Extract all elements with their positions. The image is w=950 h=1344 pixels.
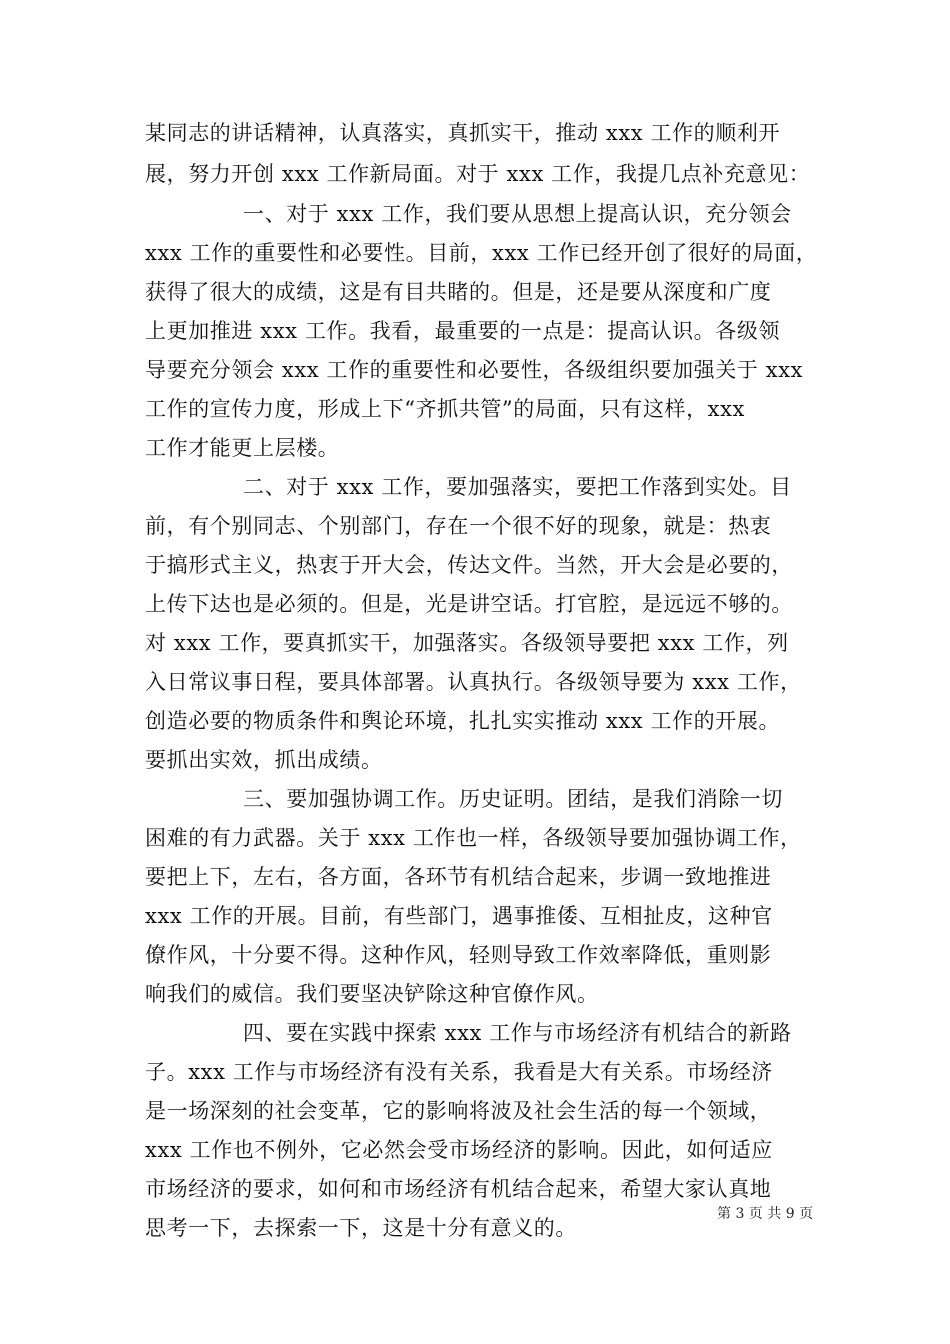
text-line: 困难的有力武器。关于 xxx 工作也一样，各级领导要加强协调工作， (145, 826, 802, 850)
text-line: 上更加推进 xxx 工作。我看，最重要的一点是：提高认识。各级领 (145, 319, 781, 343)
text-line: 要把上下，左右，各方面，各环节有机结合起来，步调一致地推进 (145, 865, 772, 889)
page-number-footer: 第 3 页 共 9 页 (717, 1206, 814, 1222)
text-line: xxx 工作的开展。目前，有些部门，遇事推倭、互相扯皮，这种官 (145, 904, 773, 928)
text-line: 于搞形式主义，热衷于开大会，传达文件。当然，开大会是必要的， (145, 553, 793, 577)
paragraph-1-first-line: 一、对于 xxx 工作，我们要从思想上提高认识，充分领会 (243, 202, 792, 226)
text-line: 僚作风，十分要不得。这种作风，轻则导致工作效率降低，重则影 (145, 943, 772, 967)
text-line: 展，努力开创 xxx 工作新局面。对于 xxx 工作，我提几点补充意见： (145, 162, 811, 186)
text-line: 前，有个别同志、个别部门，存在一个很不好的现象，就是：热衷 (145, 514, 772, 538)
text-line: 响我们的威信。我们要坚决铲除这种官僚作风。 (145, 982, 599, 1006)
text-line: 思考一下，去探索一下，这是十分有意义的。 (145, 1216, 577, 1240)
text-line: 市场经济的要求，如何和市场经济有机结合起来，希望大家认真地 (145, 1177, 772, 1201)
text-line: 子。xxx 工作与市场经济有没有关系，我看是大有关系。市场经济 (145, 1060, 773, 1084)
text-line: 获得了很大的成绩，这是有目共睹的。但是，还是要从深度和广度 (145, 280, 772, 304)
text-line: 某同志的讲话精神，认真落实，真抓实干，推动 xxx 工作的顺利开 (145, 121, 781, 145)
text-line: 工作才能更上层楼。 (145, 436, 340, 460)
text-line: xxx 工作也不例外，它必然会受市场经济的影响。因此，如何适应 (145, 1138, 773, 1162)
text-line: 导要充分领会 xxx 工作的重要性和必要性，各级组织要加强关于 xxx (145, 358, 804, 382)
paragraph-2-first-line: 二、对于 xxx 工作，要加强落实，要把工作落到实处。目 (243, 475, 792, 499)
paragraph-3-first-line: 三、要加强协调工作。历史证明。团结，是我们消除一切 (243, 787, 783, 811)
text-line: xxx 工作的重要性和必要性。目前，xxx 工作已经开创了很好的局面， (145, 241, 818, 265)
text-line: 入日常议事日程，要具体部署。认真执行。各级领导要为 xxx 工作， (145, 670, 802, 694)
text-line: 上传下达也是必须的。但是，光是讲空话。打官腔，是远远不够的。 (145, 592, 793, 616)
text-line: 工作的宣传力度，形成上下“齐抓共管”的局面，只有这样，xxx (145, 397, 745, 421)
text-line: 要抓出实效，抓出成绩。 (145, 748, 383, 772)
text-line: 是一场深刻的社会变革，它的影响将波及社会生活的每一个领域， (145, 1099, 772, 1123)
paragraph-4-first-line: 四、要在实践中探索 xxx 工作与市场经济有机结合的新路 (243, 1021, 792, 1045)
text-line: 创造必要的物质条件和舆论环境，扎扎实实推动 xxx 工作的开展。 (145, 709, 781, 733)
text-line: 对 xxx 工作，要真抓实干，加强落实。各级领导要把 xxx 工作，列 (145, 631, 789, 655)
